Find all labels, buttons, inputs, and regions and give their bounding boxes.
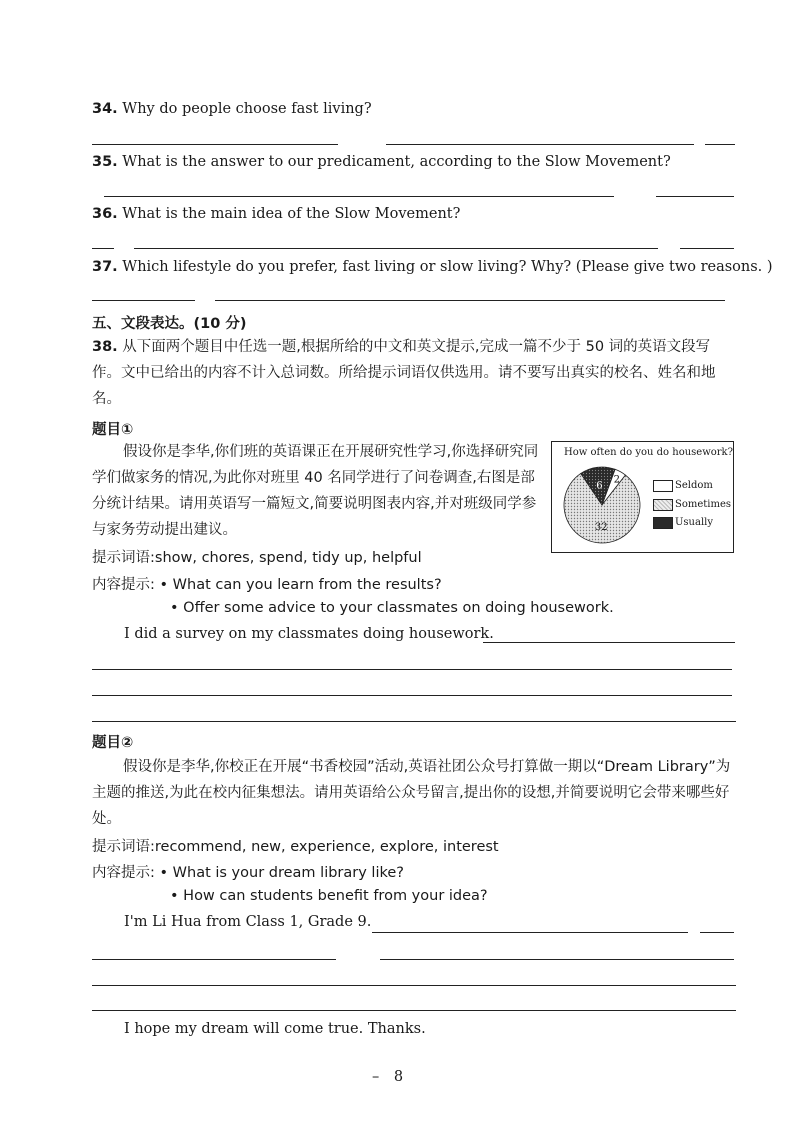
legend-swatch-sometimes: [653, 499, 673, 511]
topic-1-body: 假设你是李华,你们班的英语课正在开展研究性学习,你选择研究同学们做家务的情况,为此你对班里 40 名同学进行了问卷调查,右图是部分统计结果。请用英语写一篇短文,简要说明图表内容,并对班级同学参与家务劳动提出建议。: [92, 444, 539, 538]
question-text: What is the answer to our predicament, according to the Slow Movement?: [122, 154, 671, 170]
question-35: [92, 154, 671, 170]
question-text: Why do people choose fast living?: [122, 101, 372, 117]
legend-swatch-usually: [653, 517, 673, 529]
topic-2-content-hints: [92, 861, 404, 882]
page-dash: –: [372, 1069, 380, 1085]
question-text: What is the main idea of the Slow Movement?: [122, 206, 461, 222]
question-number: 35.: [92, 154, 118, 170]
writing-line[interactable]: [92, 721, 736, 722]
topic-2-title: 题目②: [92, 735, 134, 751]
question-37: [92, 259, 773, 275]
topic-1-hint-words: 提示词语:show, chores, spend, tidy up, helpful: [92, 550, 422, 566]
writing-line[interactable]: [92, 959, 336, 960]
writing-line[interactable]: [92, 1010, 736, 1011]
answer-line[interactable]: [386, 144, 694, 145]
legend-swatch-seldom: [653, 480, 673, 492]
legend-seldom: Seldom: [675, 480, 713, 491]
pie-label-sometimes: 32: [594, 521, 608, 533]
writing-line[interactable]: [380, 959, 734, 960]
answer-line[interactable]: [656, 196, 734, 197]
pie-label-usually: 6: [596, 480, 603, 492]
question-38: [92, 334, 736, 412]
writing-line[interactable]: [92, 985, 736, 986]
topic-2-starter: I'm Li Hua from Class 1, Grade 9.: [124, 914, 372, 930]
question-36: [92, 206, 460, 222]
pie-label-seldom: 2: [613, 474, 620, 486]
question-number: 37.: [92, 259, 118, 275]
answer-line[interactable]: [104, 196, 614, 197]
answer-line[interactable]: [705, 144, 735, 145]
writing-line[interactable]: [483, 642, 735, 643]
topic-2-closing: I hope my dream will come true. Thanks.: [124, 1021, 426, 1037]
content-hint-label: 内容提示:: [92, 577, 155, 593]
topic-1-title: 题目①: [92, 422, 134, 438]
topic-1-starter: I did a survey on my classmates doing housework.: [124, 626, 494, 642]
writing-line[interactable]: [92, 669, 732, 670]
answer-line[interactable]: [92, 300, 195, 301]
content-hint-1: • What can you learn from the results?: [159, 577, 442, 593]
chart-title: How often do you do housework?: [564, 447, 733, 458]
question-number: 34.: [92, 101, 118, 117]
section-title: 五、文段表达。(10 分): [92, 316, 247, 332]
pie-chart: [552, 442, 733, 552]
writing-line[interactable]: [372, 932, 688, 933]
question-38-instructions: 从下面两个题目中任选一题,根据所给的中文和英文提示,完成一篇不少于 50 词的英语文段写作。文中已给出的内容不计入总词数。所给提示词语仅供选用。请不要写出真实的校名、姓名和地名。: [92, 339, 716, 407]
answer-line[interactable]: [680, 248, 734, 249]
answer-line[interactable]: [134, 248, 658, 249]
content-hint-2: • Offer some advice to your classmates on doing housework.: [170, 600, 614, 616]
page-number-value: 8: [393, 1069, 404, 1085]
question-number: 38.: [92, 339, 118, 355]
content-hint-2: • How can students benefit from your idea?: [170, 888, 488, 904]
answer-line[interactable]: [92, 144, 338, 145]
legend-usually: Usually: [675, 517, 714, 528]
answer-line[interactable]: [92, 248, 114, 249]
housework-chart: [551, 441, 734, 553]
answer-line[interactable]: [215, 300, 725, 301]
topic-1-content-hints: [92, 573, 442, 594]
legend-sometimes: Sometimes: [675, 499, 732, 510]
content-hint-1: • What is your dream library like?: [159, 865, 404, 881]
writing-line[interactable]: [700, 932, 734, 933]
content-hint-label: 内容提示:: [92, 865, 155, 881]
page-number: [372, 1069, 403, 1085]
writing-line[interactable]: [92, 695, 732, 696]
topic-2-hint-words: 提示词语:recommend, new, experience, explore, interest: [92, 839, 499, 855]
topic-2-body: 假设你是李华,你校正在开展“书香校园”活动,英语社团公众号打算做一期以“Dream Library”为主题的推送,为此在校内征集想法。请用英语给公众号留言,提出你的设想,并简要说明它会带来哪些好处。: [92, 759, 731, 827]
question-number: 36.: [92, 206, 118, 222]
question-text: Which lifestyle do you prefer, fast living or slow living? Why? (Please give two reasons. ): [122, 259, 773, 275]
question-34: [92, 101, 372, 117]
